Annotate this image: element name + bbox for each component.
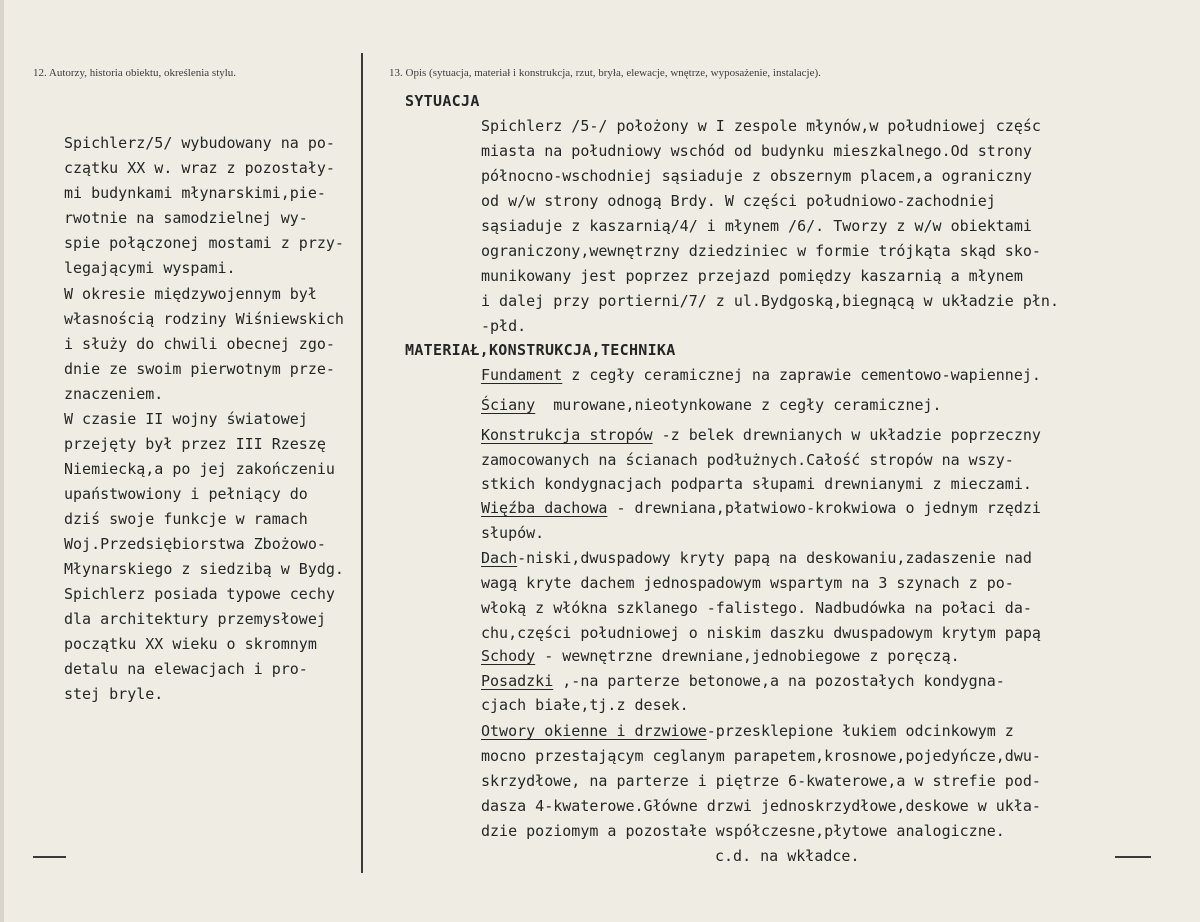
material-label: Posadzki xyxy=(481,672,554,690)
situation-line: północno-wschodniej sąsiaduje z obszernym placem,a ograniczny xyxy=(481,167,1032,185)
material-heading: MATERIAŁ,KONSTRUKCJA,TECHNIKA xyxy=(405,341,676,359)
left-text-line: i służy do chwili obecnej zgo- xyxy=(64,335,335,353)
material-line xyxy=(481,597,1032,619)
material-label: Otwory okienne i drzwiowe xyxy=(481,722,707,740)
material-line xyxy=(481,820,1005,842)
material-line-text: dzie poziomym a pozostałe współczesne,płytowe analogiczne. xyxy=(481,822,1005,840)
left-text-line: Spichlerz/5/ wybudowany na po- xyxy=(64,134,335,152)
material-line xyxy=(481,473,1032,495)
material-line-text: chu,części południowej o niskim daszku dwuspadowym krytym papą xyxy=(481,624,1041,642)
left-text-line: własnością rodziny Wiśniewskich xyxy=(64,310,344,328)
material-line-text: z cegły ceramicznej na zaprawie cementowo-wapiennej. xyxy=(562,366,1041,384)
left-text-line: początku XX wieku o skromnym xyxy=(64,635,317,653)
left-text-line: czątku XX w. wraz z pozostały- xyxy=(64,159,335,177)
left-text-line: mi budynkami młynarskimi,pie- xyxy=(64,184,326,202)
left-text-line: W okresie międzywojennym był xyxy=(64,285,317,303)
material-line xyxy=(481,622,1041,644)
material-line xyxy=(481,670,1005,692)
material-line-text: ,-na parterze betonowe,a na pozostałych kondygna- xyxy=(553,672,1005,690)
column-divider xyxy=(361,53,363,873)
left-text-line: legającymi wyspami. xyxy=(64,259,236,277)
situation-line: ograniczony,wewnętrzny dziedziniec w formie trójkąta skąd sko- xyxy=(481,242,1041,260)
left-text-line: Woj.Przedsiębiorstwa Zbożowo- xyxy=(64,535,326,553)
left-text-line: rwotnie na samodzielnej wy- xyxy=(64,209,308,227)
material-line xyxy=(481,449,1014,471)
continuation-note: c.d. na wkładce. xyxy=(715,847,860,865)
material-line xyxy=(481,795,1041,817)
left-text-line: W czasie II wojny światowej xyxy=(64,410,308,428)
material-line xyxy=(481,364,1041,386)
material-line xyxy=(481,497,1041,519)
right-column-header: 13. Opis (sytuacja, materiał i konstrukcja, rzut, bryła, elewacje, wnętrze, wyposażenie, instalacje). xyxy=(389,67,821,79)
left-text-line: dnie ze swoim pierwotnym prze- xyxy=(64,360,335,378)
left-text-line: Spichlerz posiada typowe cechy xyxy=(64,585,335,603)
material-line-text: stkich kondygnacjach podparta słupami drewnianymi z mieczami. xyxy=(481,475,1032,493)
material-line-text: -niski,dwuspadowy kryty papą na deskowaniu,zadaszenie nad xyxy=(517,549,1032,567)
material-line xyxy=(481,572,1014,594)
situation-line: Spichlerz /5-/ położony w I zespole młynów,w południowej częśc xyxy=(481,117,1041,135)
material-line-text: wagą kryte dachem jednospadowym wspartym na 3 szynach z po- xyxy=(481,574,1014,592)
left-text-line: detalu na elewacjach i pro- xyxy=(64,660,308,678)
situation-line: munikowany jest poprzez przejazd pomiędzy kaszarnią a młynem xyxy=(481,267,1023,285)
material-line-text: -przesklepione łukiem odcinkowym z xyxy=(706,722,1014,740)
material-line-text: murowane,nieotynkowane z cegły ceramicznej. xyxy=(535,396,942,414)
left-text-line: znaczeniem. xyxy=(64,385,164,403)
left-text-line: stej bryle. xyxy=(64,685,164,703)
material-line-text: cjach białe,tj.z desek. xyxy=(481,696,689,714)
situation-line: od w/w strony odnogą Brdy. W części południowo-zachodniej xyxy=(481,192,996,210)
left-text-line: Niemiecką,a po jej zakończeniu xyxy=(64,460,335,478)
material-label: Ściany xyxy=(481,396,536,414)
left-text-line: przejęty był przez III Rzeszę xyxy=(64,435,326,453)
left-text-line: spie połączonej mostami z przy- xyxy=(64,234,344,252)
situation-line: sąsiaduje z kaszarnią/4/ i młynem /6/. Tworzy z w/w obiektami xyxy=(481,217,1032,235)
situation-heading: SYTUACJA xyxy=(405,92,480,110)
material-line xyxy=(481,394,942,416)
situation-line: -płd. xyxy=(481,317,527,335)
material-label: Dach xyxy=(481,549,518,567)
material-line xyxy=(481,522,544,544)
material-line-text: mocno przestającym ceglanym parapetem,krosnowe,pojedyńcze,dwu- xyxy=(481,747,1041,765)
material-line xyxy=(481,547,1032,569)
material-line-text: dasza 4-kwaterowe.Główne drzwi jednoskrzydłowe,deskowe w ukła- xyxy=(481,797,1041,815)
material-line-text: - wewnętrzne drewniane,jednobiegowe z poręczą. xyxy=(535,647,960,665)
material-line-text: słupów. xyxy=(481,524,545,542)
material-label: Schody xyxy=(481,647,536,665)
material-line xyxy=(481,424,1041,446)
material-line-text: - drewniana,płatwiowo-krokwiowa o jednym rzędzi xyxy=(607,499,1041,517)
situation-line: i dalej przy portierni/7/ z ul.Bydgoską,biegnącą w układzie płn. xyxy=(481,292,1059,310)
left-column-header: 12. Autorzy, historia obiektu, określenia stylu. xyxy=(33,67,237,79)
page-edge xyxy=(0,0,4,922)
material-label: Konstrukcja stropów xyxy=(481,426,653,444)
situation-line: miasta na południowy wschód od budynku mieszkalnego.Od strony xyxy=(481,142,1032,160)
left-text-line: Młynarskiego z siedzibą w Bydg. xyxy=(64,560,344,578)
left-text-line: dziś swoje funkcje w ramach xyxy=(64,510,308,528)
material-label: Więźba dachowa xyxy=(481,499,608,517)
material-line-text: włoką z włókna szklanego -falistego. Nadbudówka na połaci da- xyxy=(481,599,1032,617)
material-line-text: -z belek drewnianych w układzie poprzeczny xyxy=(652,426,1041,444)
material-line xyxy=(481,645,960,667)
left-text-line: dla architektury przemysłowej xyxy=(64,610,326,628)
material-line xyxy=(481,770,1041,792)
material-line-text: zamocowanych na ścianach podłużnych.Całość stropów na wszy- xyxy=(481,451,1014,469)
right-footer-rule xyxy=(1115,856,1151,858)
material-line-text: skrzydłowe, na parterze i piętrze 6-kwaterowe,a w strefie pod- xyxy=(481,772,1041,790)
material-line xyxy=(481,694,689,716)
material-line xyxy=(481,720,1014,742)
material-label: Fundament xyxy=(481,366,563,384)
material-line xyxy=(481,745,1041,767)
left-footer-rule xyxy=(33,856,66,858)
left-text-line: upaństwowiony i pełniący do xyxy=(64,485,308,503)
